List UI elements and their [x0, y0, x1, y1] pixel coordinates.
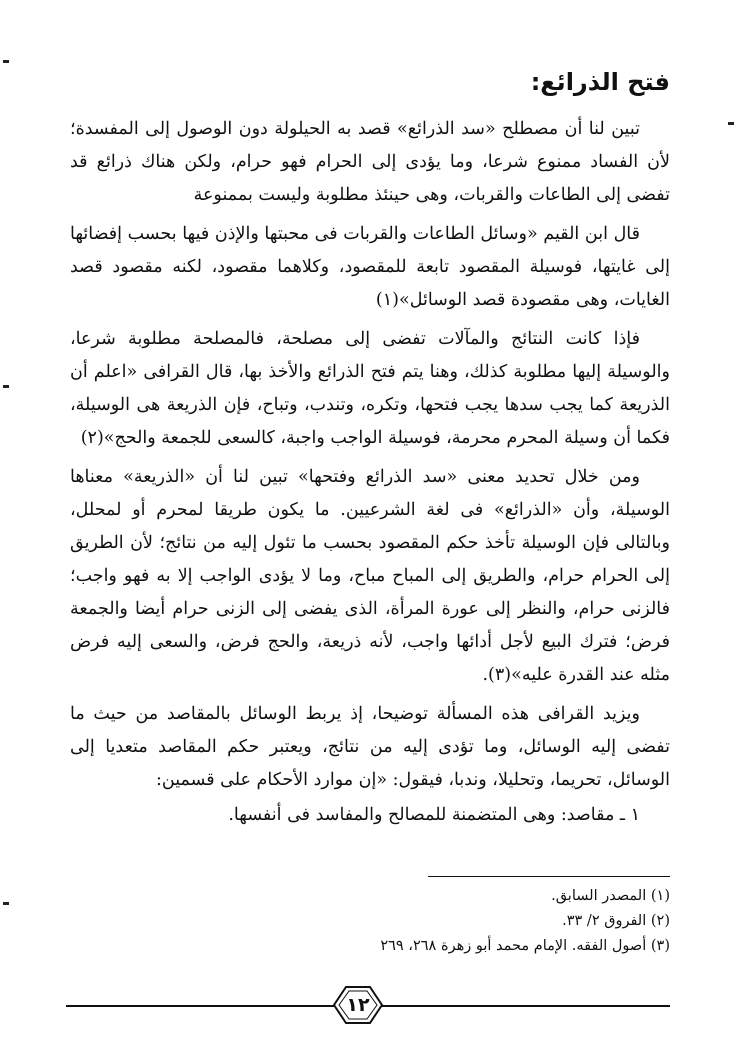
page-number-frame [332, 985, 384, 1025]
section-heading: فتح الذرائع: [530, 68, 670, 96]
paragraph: قال ابن القيم «وسائل الطاعات والقربات فى محبتها والإذن فيها بحسب إفضائها إلى غايتها، فوسيلة المقصود تابعة للمقصود، وكلاهما مقصود، لكنه مقصود قصد الغايات، وهى مقصودة قصد الوسائل»(١) [70, 224, 670, 310]
footnote: (١) المصدر السابق. [551, 888, 670, 904]
margin-mark [3, 902, 9, 905]
margin-mark [728, 122, 734, 125]
paragraph: ويزيد القرافى هذه المسألة توضيحا، إذ يربط الوسائل بالمقاصد من حيث ما تفضى إليه الوسائل، وما تؤدى إليه من نتائج، ويعتبر حكم المقاصد متعديا إلى الوسائل، تحريما، وتحليلا، وندبا، فيقول: «إن موارد الأحكام على قسمين: [70, 704, 670, 790]
body-text [70, 113, 670, 832]
footnote: (٣) أصول الفقه. الإمام محمد أبو زهرة ٢٦٨، ٢٦٩ [380, 938, 670, 954]
footnote-separator [428, 876, 670, 877]
paragraph: ومن خلال تحديد معنى «سد الذرائع وفتحها» تبين لنا أن «الذريعة» معناها الوسيلة، وأن «الذرائع» فى لغة الشرعيين. ما يكون طريقا لمحرم أو لمحلل، وبالتالى فإن الوسيلة تأخذ حكم المقصود بحسب ما تئول إليه من نتائج؛ لأن الطريق إلى الحرام حرام، والطريق إلى المباح مباح، وما لا يؤدى الواجب إلا به فهو واجب؛ فالزنى حرام، والنظر إلى عورة المرأة، الذى يفضى إلى الزنى حرام أيضا والجمعة فرض؛ فترك البيع لأجل أدائها واجب، لأنه ذريعة، والحج فرض، والسعى إليه فرض مثله عند القدرة عليه»(٣). [70, 467, 670, 685]
footnote: (٢) الفروق ٢/ ٣٣. [562, 913, 670, 929]
paragraph: فإذا كانت النتائج والمآلات تفضى إلى مصلحة، فالمصلحة مطلوبة شرعا، والوسيلة إليها مطلوبة كذلك، وهنا يتم فتح الذرائع والأخذ بها، قال القرافى «اعلم أن الذريعة كما يجب سدها يجب فتحها، وتكره، وتندب، وتباح، فإن الذريعة هى الوسيلة، فكما أن وسيلة المحرم محرمة، فوسيلة الواجب واجبة، كالسعى للجمعة والحج»(٢) [70, 329, 670, 448]
margin-mark [3, 385, 9, 388]
margin-mark [3, 60, 9, 63]
footnotes [70, 884, 670, 959]
paragraph: ١ ـ مقاصد: وهى المتضمنة للمصالح والمفاسد فى أنفسها. [228, 805, 640, 825]
page-number: ١٢ [346, 994, 370, 1016]
paragraph: تبين لنا أن مصطلح «سد الذرائع» قصد به الحيلولة دون الوصول إلى المفسدة؛ لأن الفساد ممنوع شرعا، وما يؤدى إلى الحرام فهو حرام، ولكن هناك ذرائع قد تفضى إلى الطاعات والقربات، وهى حينئذ مطلوبة وليست بممنوعة [70, 119, 670, 205]
